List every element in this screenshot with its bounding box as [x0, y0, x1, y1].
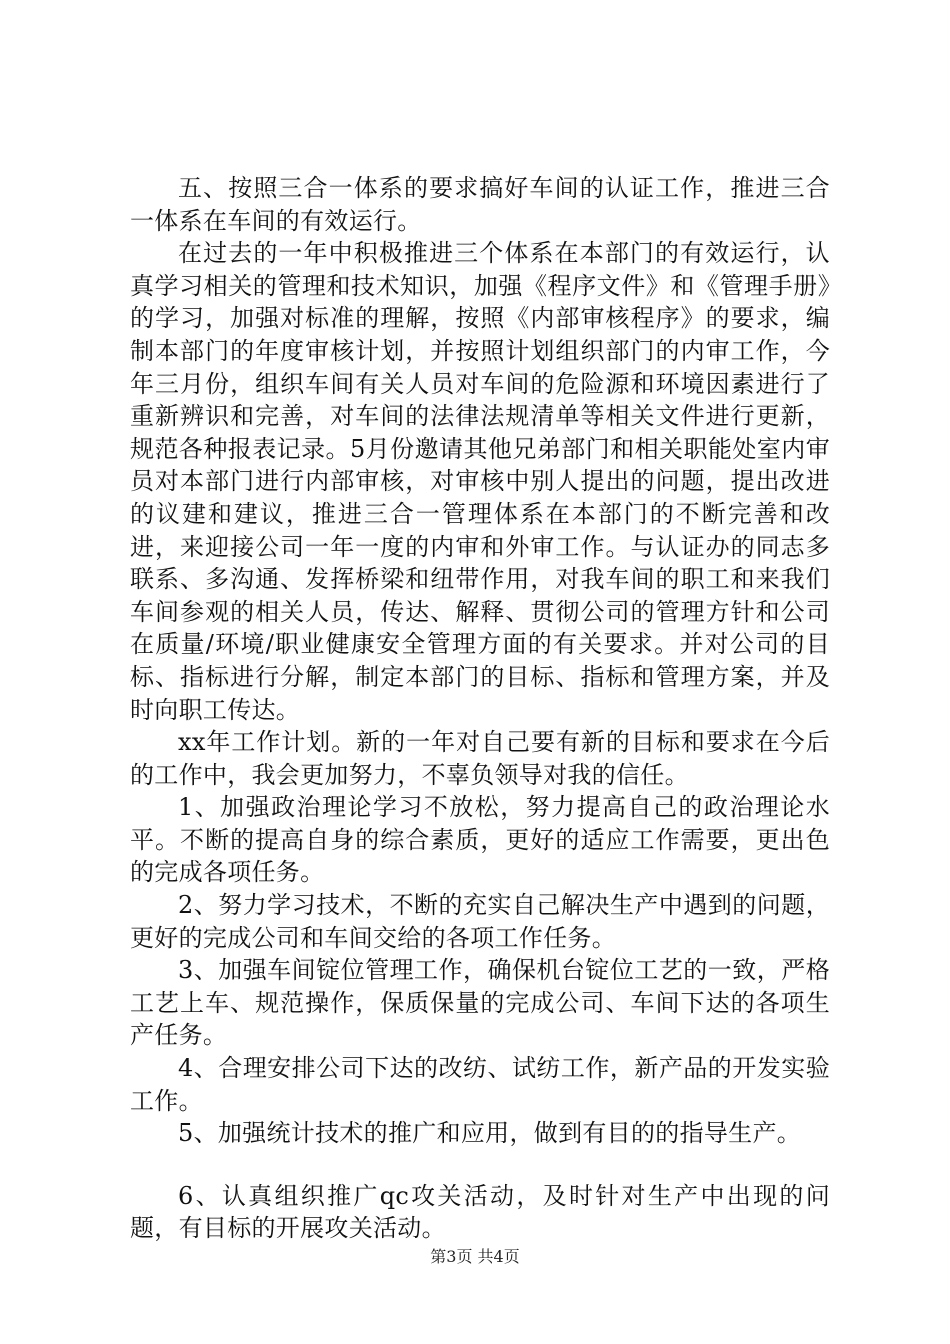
paragraph-plan-item-2: 2、努力学习技术，不断的充实自己解决生产中遇到的问题，更好的完成公司和车间交给的各项工作任务。 — [130, 891, 830, 952]
page-footer: 第3页 共4页 — [430, 1247, 520, 1266]
paragraph-plan-item-4: 4、合理安排公司下达的改纺、试纺工作，新产品的开发实验工作。 — [130, 1054, 830, 1115]
paragraph-section-five: 五、按照三合一体系的要求搞好车间的认证工作，推进三合一体系在车间的有效运行。 — [130, 174, 830, 235]
paragraph-plan-item-6: 6、认真组织推广qc攻关活动，及时针对生产中出现的问题，有目标的开展攻关活动。 — [130, 1181, 830, 1243]
paragraph-plan-item-3: 3、加强车间锭位管理工作，确保机台锭位工艺的一致，严格工艺上车、规范操作，保质保量的完成公司、车间下达的各项生产任务。 — [130, 956, 830, 1050]
paragraph-plan-item-1: 1、加强政治理论学习不放松，努力提高自己的政治理论水平。不断的提高自身的综合素质，更好的适应工作需要，更出色的完成各项任务。 — [130, 793, 830, 887]
paragraph-plan-item-5: 5、加强统计技术的推广和应用，做到有目的的指导生产。 — [178, 1119, 802, 1148]
document-body — [130, 172, 830, 1245]
paragraph-past-year-summary: 在过去的一年中积极推进三个体系在本部门的有效运行，认真学习相关的管理和技术知识，加强《程序文件》和《管理手册》的学习，加强对标准的理解，按照《内部审核程序》的要求，编制本部门的年度审核计划，并按照计划组织部门的内审工作，今年三月份，组织车间有关人员对车间的危险源和环境因素进行了重新辨识和完善，对车间的法律法规清单等相关文件进行更新，规范各种报表记录。5月份邀请其他兄弟部门和相关职能处室内审员对本部门进行内部审核，对审核中别人提出的问题，提出改进的议建和建议，推进三合一管理体系在本部门的不断完善和改进，来迎接公司一年一度的内审和外审工作。与认证办的同志多联系、多沟通、发挥桥梁和纽带作用，对我车间的职工和来我们车间参观的相关人员，传达、解释、贯彻公司的管理方针和公司在质量/环境/职业健康安全管理方面的有关要求。并对公司的目标、指标进行分解，制定本部门的目标、指标和管理方案，并及时向职工传达。 — [130, 239, 830, 724]
paragraph-work-plan-intro: xx年工作计划。新的一年对自己要有新的目标和要求在今后的工作中，我会更加努力，不辜负领导对我的信任。 — [130, 728, 830, 789]
